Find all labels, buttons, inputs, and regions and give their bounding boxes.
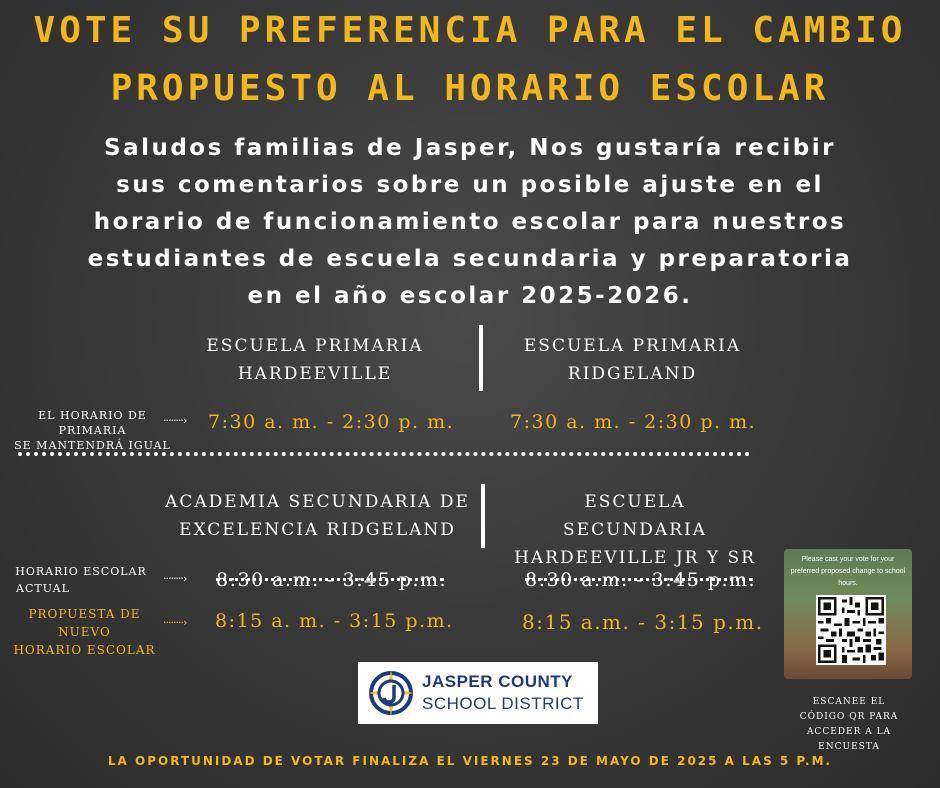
intro-line: estudiantes de escuela secundaria y preparatoria [87, 246, 853, 272]
strikethrough-line [216, 578, 444, 581]
horizontal-divider [18, 452, 750, 456]
strikethrough-line [525, 578, 753, 581]
intro-line: horario de funcionamiento escolar para nuestros [93, 209, 847, 235]
school-ridgeland-academy [165, 488, 470, 544]
school-name-line: HARDEEVILLE JR Y SR [514, 548, 756, 568]
current-time-hardeeville-jr-sr: 8:30 a.m. - 3:45 p.m. [525, 569, 757, 591]
label-line: ACTUAL [16, 582, 70, 595]
elementary-time-ridgeland: 7:30 a. m. - 2:30 p. m. [510, 411, 757, 433]
school-ridgeland-elementary [510, 332, 755, 388]
school-name-line: HARDEEVILLE [237, 364, 393, 384]
elementary-note-label [10, 408, 175, 453]
current-time-ridgeland-academy: 8:30 a.m. - 3:45 p.m. [216, 569, 448, 591]
intro-paragraph [40, 130, 900, 315]
school-hardeeville-elementary [190, 332, 440, 388]
qr-code-icon[interactable] [816, 595, 886, 665]
logo-text-line2: SCHOOL DISTRICT [422, 694, 584, 713]
voting-deadline: LA OPORTUNIDAD DE VOTAR FINALIZA EL VIERNES 23 DE MAYO DE 2025 A LAS 5 P.M. [107, 754, 833, 768]
intro-line: sus comentarios sobre un posible ajuste en el [116, 172, 824, 198]
proposed-time-hardeeville-jr-sr: 8:15 a.m. - 3:15 p.m. [522, 610, 764, 634]
arrow-right-icon: ········› [163, 414, 187, 427]
vertical-divider [479, 325, 483, 391]
qr-caption: ESCANEE EL CÓDIGO QR PARA ACCEDER A LA ENCUESTA [799, 697, 899, 752]
school-name-line: EXCELENCIA RIDGELAND [179, 520, 456, 540]
school-name-line: ESCUELA SECUNDARIA [563, 492, 707, 540]
vertical-divider [481, 484, 485, 548]
jasper-logo-icon [368, 670, 414, 716]
page-title-line1: VOTE SU PREFERENCIA PARA EL CAMBIO [33, 10, 907, 51]
school-hardeeville-jr-sr [510, 488, 760, 572]
qr-code-card[interactable] [784, 549, 912, 679]
school-name-line: RIDGELAND [567, 364, 698, 384]
intro-line: Saludos familias de Jasper, Nos gustaría recibir [104, 135, 836, 161]
page-title-line2: PROPUESTO AL HORARIO ESCOLAR [110, 68, 830, 109]
current-schedule-label [10, 563, 152, 597]
label-line: HORARIO ESCOLAR [13, 643, 156, 657]
proposed-time-ridgeland-academy: 8:15 a. m. - 3:15 p.m. [215, 610, 454, 632]
label-line: HORARIO ESCOLAR [15, 565, 147, 578]
label-line: PROPUESTA DE NUEVO [28, 607, 141, 639]
logo-text-line1: JASPER COUNTY [422, 672, 574, 691]
school-name-line: ESCUELA PRIMARIA [523, 336, 742, 356]
label-line: SE MANTENDRÁ IGUAL [14, 439, 171, 452]
intro-line: en el año escolar 2025-2026. [247, 283, 693, 309]
qr-overlay-text: Please cast your vote for your preferred proposed change to school hours. [790, 556, 906, 587]
elementary-time-hardeeville: 7:30 a. m. - 2:30 p. m. [208, 411, 455, 433]
arrow-right-icon: ········› [163, 572, 187, 585]
school-name-line: ESCUELA PRIMARIA [206, 336, 424, 356]
school-name-line: ACADEMIA SECUNDARIA DE [165, 492, 470, 512]
proposed-schedule-label [2, 605, 167, 659]
label-line: EL HORARIO DE PRIMARIA [38, 409, 147, 437]
arrow-right-icon: ········› [163, 616, 187, 629]
district-logo [358, 662, 598, 724]
